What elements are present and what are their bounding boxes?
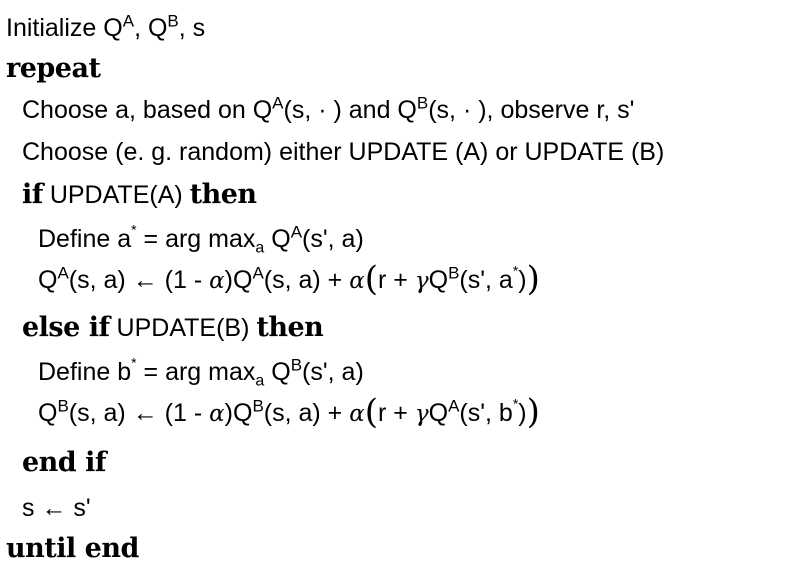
until-end-keyword: until end (6, 533, 139, 564)
then-keyword-b: then (256, 312, 324, 343)
repeat-keyword: repeat (6, 53, 101, 84)
assign-line: s ← s' (22, 494, 91, 522)
define-b-line: Define b* = arg $\max_a Q^B(s'$, a) (38, 354, 364, 390)
choose-update-line: Choose (e. g. random) either UPDATE (A) or UPDATE (B) (22, 138, 665, 166)
update-a-line: $Q^A(s$, a) ← $(1 - \alpha)Q^A(s$, $a) + \alpha(r + \gamma Q^B(s'$, a*)) (38, 259, 540, 299)
update-b-line: $Q^B(s$, a) ← $(1 - \alpha)Q^B(s$, $a) + \alpha(r + \gamma Q^A(s'$, b*)) (38, 392, 540, 432)
end-if-keyword: end if (22, 447, 106, 478)
else-if-keyword: else if (22, 312, 110, 343)
then-keyword: then (189, 179, 257, 210)
choose-action-line: Choose a, based on $Q^A(s$, · ) and $Q^B(s$, · ), observe r, s' (22, 93, 635, 124)
if-line: if UPDATE(A) then (22, 179, 257, 210)
define-a-line: Define a* = arg $\max_a Q^A(s'$, a) (38, 221, 364, 257)
else-if-line: else if UPDATE(B) then (22, 312, 324, 343)
if-keyword: if (22, 179, 43, 210)
init-line: Initialize $Q^A$, $Q^B$, s (6, 11, 206, 42)
